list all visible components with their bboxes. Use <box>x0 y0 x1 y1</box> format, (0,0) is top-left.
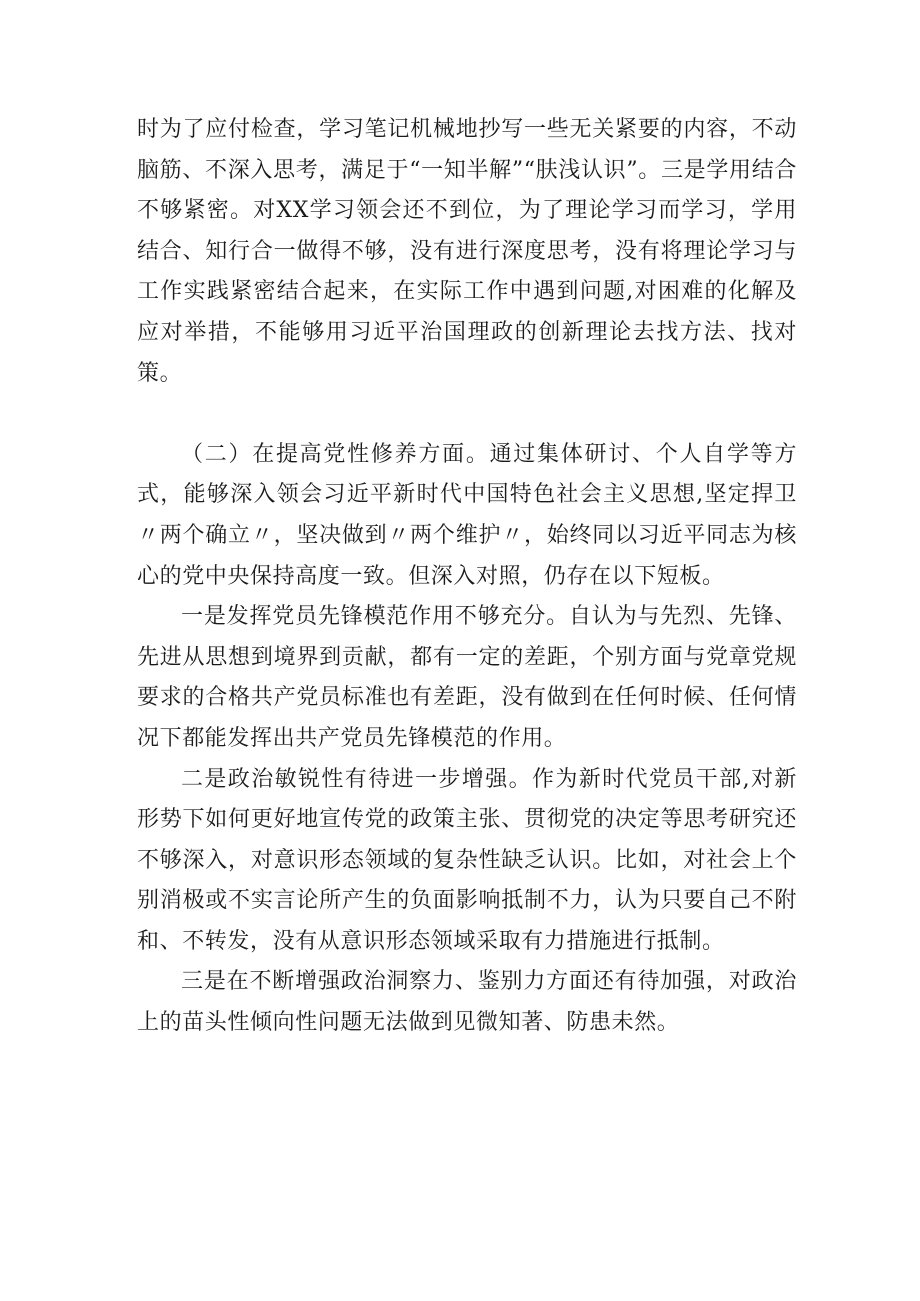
document-body <box>137 110 797 1044</box>
paragraph-point-three: 三是在不断增强政治洞察力、鉴别力方面还有待加强，对政治上的苗头性倾向性问题无法做到见微知著、防患未然。 <box>137 969 797 1036</box>
paragraph-continuation: 时为了应付检查，学习笔记机械地抄写一些无关紧要的内容，不动脑筋、不深入思考，满足于“一知半解”“肤浅认识”。三是学用结合不够紧密。对XX学习领会还不到位，为了理论学习而学习，学用结合、知行合一做得不够，没有进行深度思考，没有将理论学习与工作实践紧密结合起来，在实际工作中遇到问题,对困难的化解及应对举措，不能够用习近平治国理政的创新理论去找方法、找对策。 <box>137 117 797 386</box>
paragraph-spacer <box>137 394 797 435</box>
paragraph-section-two: （二）在提高党性修养方面。通过集体研讨、个人自学等方式，能够深入领会习近平新时代中国特色社会主义思想,坚定捍卫〃两个确立〃，坚决做到〃两个维护〃，始终同以习近平同志为核心的党中央保持高度一致。但深入对照，仍存在以下短板。 <box>137 441 797 589</box>
paragraph-point-two: 二是政治敏锐性有待进一步增强。作为新时代党员干部,对新形势下如何更好地宣传党的政策主张、贯彻党的决定等思考研究还不够深入，对意识形态领域的复杂性缺乏认识。比如，对社会上个别消极或不实言论所产生的负面影响抵制不力，认为只要自己不附和、不转发，没有从意识形态领域采取有力措施进行抵制。 <box>137 766 797 954</box>
paragraph-point-one: 一是发挥党员先锋模范作用不够充分。自认为与先烈、先锋、先进从思想到境界到贡献，都有一定的差距，个别方面与党章党规要求的合格共产党员标准也有差距，没有做到在任何时候、任何情况下都能发挥出共产党员先锋模范的作用。 <box>137 604 797 751</box>
